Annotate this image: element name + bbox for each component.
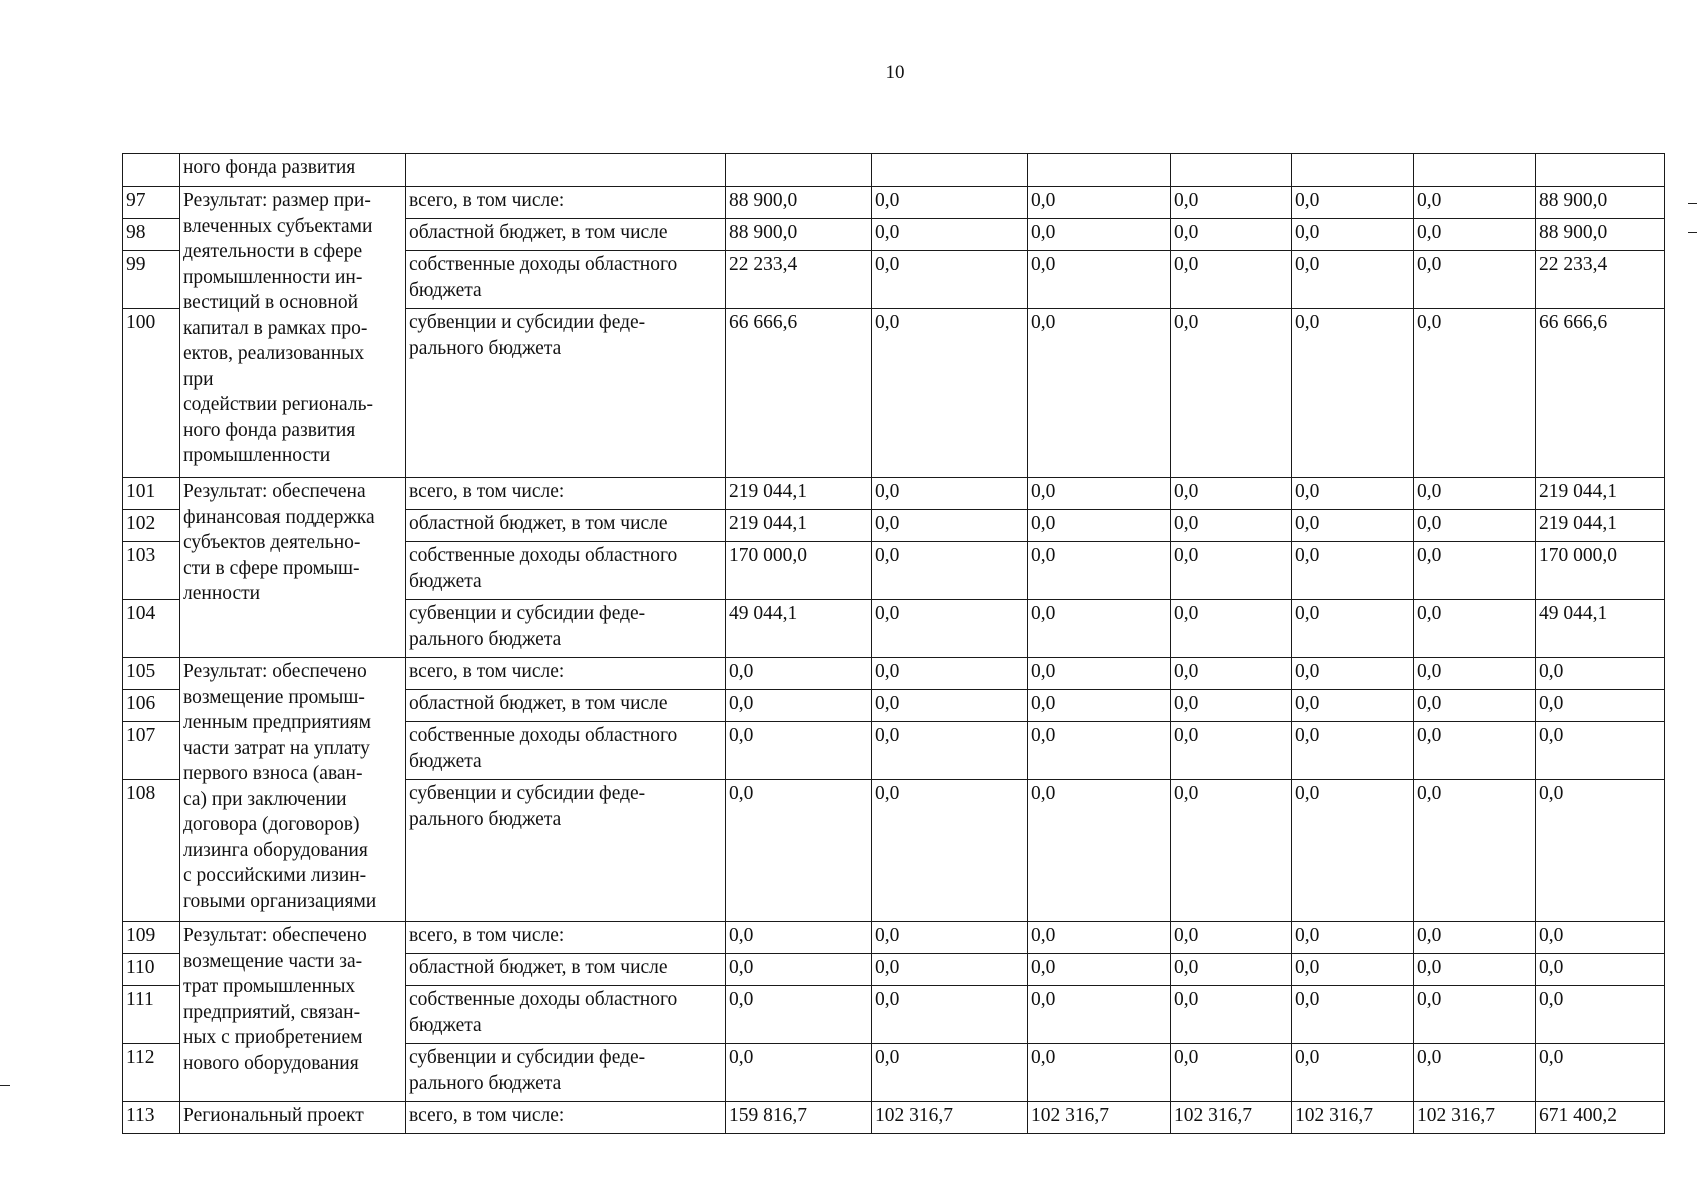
value-cell: 88 900,0 [726,219,872,251]
value-cell: 0,0 [872,251,1028,309]
value-cell: 0,0 [1414,1044,1536,1102]
value-cell: 0,0 [1171,658,1292,690]
value-cell: 0,0 [1171,780,1292,922]
value-cell: 0,0 [1028,780,1171,922]
total-value-cell: 170 000,0 [1536,542,1665,600]
value-cell: 0,0 [1171,722,1292,780]
value-cell: 0,0 [872,600,1028,658]
funding-type-cell: всего, в том числе: [406,658,726,690]
value-cell: 0,0 [1292,954,1414,986]
value-cell [872,154,1028,187]
row-number-cell: 109 [123,922,180,954]
value-cell: 0,0 [872,722,1028,780]
value-cell: 0,0 [1292,986,1414,1044]
value-cell: 0,0 [1028,922,1171,954]
value-cell: 88 900,0 [726,187,872,219]
value-cell: 0,0 [1414,922,1536,954]
value-cell: 0,0 [1414,187,1536,219]
value-cell: 0,0 [726,690,872,722]
result-name-cell: ного фонда развития [180,154,406,187]
funding-type-cell: собственные доходы областного бюджета [406,251,726,309]
value-cell: 0,0 [1171,478,1292,510]
row-number-cell: 107 [123,722,180,780]
value-cell: 219 044,1 [726,510,872,542]
value-cell: 0,0 [1292,600,1414,658]
value-cell [1414,154,1536,187]
funding-type-cell: областной бюджет, в том числе [406,510,726,542]
row-number-cell: 105 [123,658,180,690]
row-number-cell [123,154,180,187]
value-cell: 0,0 [1292,251,1414,309]
value-cell: 102 316,7 [1292,1102,1414,1134]
value-cell: 0,0 [1414,986,1536,1044]
total-value-cell: 0,0 [1536,690,1665,722]
value-cell: 0,0 [1028,309,1171,478]
row-number-cell: 104 [123,600,180,658]
table-row [123,478,1665,510]
total-value-cell: 22 233,4 [1536,251,1665,309]
total-value-cell: 0,0 [1536,954,1665,986]
table-row [123,187,1665,219]
total-value-cell: 0,0 [1536,986,1665,1044]
value-cell: 0,0 [1292,780,1414,922]
value-cell: 0,0 [872,690,1028,722]
result-name-cell: Результат: обеспечено возмещение промыш- ленным предприятиям части затрат на уплату первого взноса (аван- са) при заключении договора (договоров) лизинга оборудования с российскими лизин- говыми организациями [180,658,406,922]
value-cell: 0,0 [1414,954,1536,986]
funding-type-cell: всего, в том числе: [406,1102,726,1134]
funding-type-cell: областной бюджет, в том числе [406,219,726,251]
value-cell: 0,0 [1171,600,1292,658]
row-number-cell: 97 [123,187,180,219]
result-name-cell: Результат: обеспечено возмещение части за- трат промышленных предприятий, связан- ных с приобретением нового оборудования [180,922,406,1102]
value-cell: 0,0 [1292,542,1414,600]
row-number-cell: 112 [123,1044,180,1102]
value-cell: 0,0 [1028,510,1171,542]
table-row [123,1102,1665,1134]
total-value-cell: 0,0 [1536,780,1665,922]
table-row [123,658,1665,690]
total-value-cell: 0,0 [1536,722,1665,780]
value-cell: 0,0 [1292,187,1414,219]
row-number-cell: 111 [123,986,180,1044]
value-cell: 0,0 [872,922,1028,954]
value-cell: 0,0 [726,1044,872,1102]
value-cell: 0,0 [1028,690,1171,722]
value-cell: 0,0 [726,986,872,1044]
budget-table [122,153,1665,1134]
total-value-cell: 219 044,1 [1536,510,1665,542]
funding-type-cell: областной бюджет, в том числе [406,954,726,986]
right-edge-tick [1688,232,1697,233]
right-edge-tick [1688,203,1697,204]
value-cell [1171,154,1292,187]
value-cell: 0,0 [1414,690,1536,722]
funding-type-cell: собственные доходы областного бюджета [406,722,726,780]
funding-type-cell: субвенции и субсидии феде- рального бюджета [406,309,726,478]
total-value-cell: 219 044,1 [1536,478,1665,510]
value-cell: 0,0 [1171,542,1292,600]
value-cell: 0,0 [872,1044,1028,1102]
value-cell: 0,0 [1028,722,1171,780]
value-cell: 0,0 [1028,478,1171,510]
value-cell: 0,0 [1414,219,1536,251]
value-cell: 0,0 [872,478,1028,510]
value-cell: 0,0 [1292,922,1414,954]
value-cell: 0,0 [872,542,1028,600]
row-number-cell: 113 [123,1102,180,1134]
value-cell: 102 316,7 [872,1102,1028,1134]
value-cell: 0,0 [726,954,872,986]
value-cell: 0,0 [1171,309,1292,478]
value-cell: 0,0 [872,309,1028,478]
value-cell: 0,0 [1171,954,1292,986]
table-row [123,154,1665,187]
value-cell: 102 316,7 [1171,1102,1292,1134]
funding-type-cell: субвенции и субсидии феде- рального бюджета [406,600,726,658]
value-cell [726,154,872,187]
value-cell: 219 044,1 [726,478,872,510]
value-cell: 0,0 [726,658,872,690]
value-cell: 0,0 [1028,542,1171,600]
result-name-cell: Результат: обеспечена финансовая поддержка субъектов деятельно- сти в сфере промыш- ленности [180,478,406,658]
table-row [123,922,1665,954]
value-cell: 0,0 [1028,219,1171,251]
value-cell: 0,0 [1171,187,1292,219]
total-value-cell: 0,0 [1536,1044,1665,1102]
funding-type-cell [406,154,726,187]
value-cell: 0,0 [1414,478,1536,510]
value-cell: 0,0 [1171,986,1292,1044]
value-cell: 0,0 [1028,658,1171,690]
value-cell: 0,0 [1414,600,1536,658]
value-cell: 0,0 [1292,690,1414,722]
value-cell: 0,0 [1414,780,1536,922]
value-cell: 0,0 [1414,542,1536,600]
value-cell: 0,0 [1028,251,1171,309]
value-cell: 0,0 [872,780,1028,922]
row-number-cell: 103 [123,542,180,600]
value-cell: 0,0 [726,780,872,922]
value-cell: 0,0 [872,986,1028,1044]
total-value-cell: 88 900,0 [1536,187,1665,219]
value-cell: 0,0 [1028,1044,1171,1102]
row-number-cell: 102 [123,510,180,542]
funding-type-cell: субвенции и субсидии феде- рального бюджета [406,1044,726,1102]
page-number: 10 [885,62,905,83]
value-cell: 159 816,7 [726,1102,872,1134]
value-cell: 0,0 [1292,478,1414,510]
value-cell: 0,0 [1414,658,1536,690]
margin-mark [0,1085,10,1086]
value-cell: 0,0 [1171,922,1292,954]
value-cell: 0,0 [1028,187,1171,219]
value-cell [1536,154,1665,187]
total-value-cell: 66 666,6 [1536,309,1665,478]
value-cell: 0,0 [1028,986,1171,1044]
value-cell: 170 000,0 [726,542,872,600]
value-cell: 0,0 [872,658,1028,690]
value-cell: 0,0 [1292,510,1414,542]
row-number-cell: 101 [123,478,180,510]
total-value-cell: 49 044,1 [1536,600,1665,658]
value-cell: 0,0 [1414,510,1536,542]
funding-type-cell: всего, в том числе: [406,478,726,510]
result-name-cell: Региональный проект [180,1102,406,1134]
value-cell [1292,154,1414,187]
row-number-cell: 110 [123,954,180,986]
row-number-cell: 108 [123,780,180,922]
value-cell: 102 316,7 [1028,1102,1171,1134]
result-name-cell: Результат: размер при- влеченных субъектами деятельности в сфере промышленности ин- вестиций в основной капитал в рамках про- ектов, реализованных при содействии региональ- ного фонда развития промышленности [180,187,406,478]
value-cell: 0,0 [872,187,1028,219]
value-cell: 0,0 [1414,722,1536,780]
row-number-cell: 99 [123,251,180,309]
value-cell: 0,0 [1171,510,1292,542]
funding-type-cell: собственные доходы областного бюджета [406,542,726,600]
value-cell: 0,0 [872,954,1028,986]
row-number-cell: 100 [123,309,180,478]
value-cell: 0,0 [1292,722,1414,780]
row-number-cell: 106 [123,690,180,722]
value-cell: 102 316,7 [1414,1102,1536,1134]
value-cell [1028,154,1171,187]
value-cell: 0,0 [1414,309,1536,478]
value-cell: 66 666,6 [726,309,872,478]
total-value-cell: 0,0 [1536,658,1665,690]
funding-type-cell: собственные доходы областного бюджета [406,986,726,1044]
value-cell: 0,0 [1292,658,1414,690]
value-cell: 22 233,4 [726,251,872,309]
value-cell: 0,0 [726,922,872,954]
funding-type-cell: всего, в том числе: [406,187,726,219]
row-number-cell: 98 [123,219,180,251]
value-cell: 0,0 [726,722,872,780]
value-cell: 49 044,1 [726,600,872,658]
value-cell: 0,0 [1028,600,1171,658]
value-cell: 0,0 [872,510,1028,542]
total-value-cell: 0,0 [1536,922,1665,954]
value-cell: 0,0 [1171,251,1292,309]
value-cell: 0,0 [1028,954,1171,986]
funding-type-cell: всего, в том числе: [406,922,726,954]
funding-type-cell: субвенции и субсидии феде- рального бюджета [406,780,726,922]
value-cell: 0,0 [1171,219,1292,251]
total-value-cell: 671 400,2 [1536,1102,1665,1134]
value-cell: 0,0 [1171,690,1292,722]
value-cell: 0,0 [1292,1044,1414,1102]
value-cell: 0,0 [1292,219,1414,251]
value-cell: 0,0 [1292,309,1414,478]
value-cell: 0,0 [1171,1044,1292,1102]
total-value-cell: 88 900,0 [1536,219,1665,251]
funding-type-cell: областной бюджет, в том числе [406,690,726,722]
value-cell: 0,0 [1414,251,1536,309]
value-cell: 0,0 [872,219,1028,251]
